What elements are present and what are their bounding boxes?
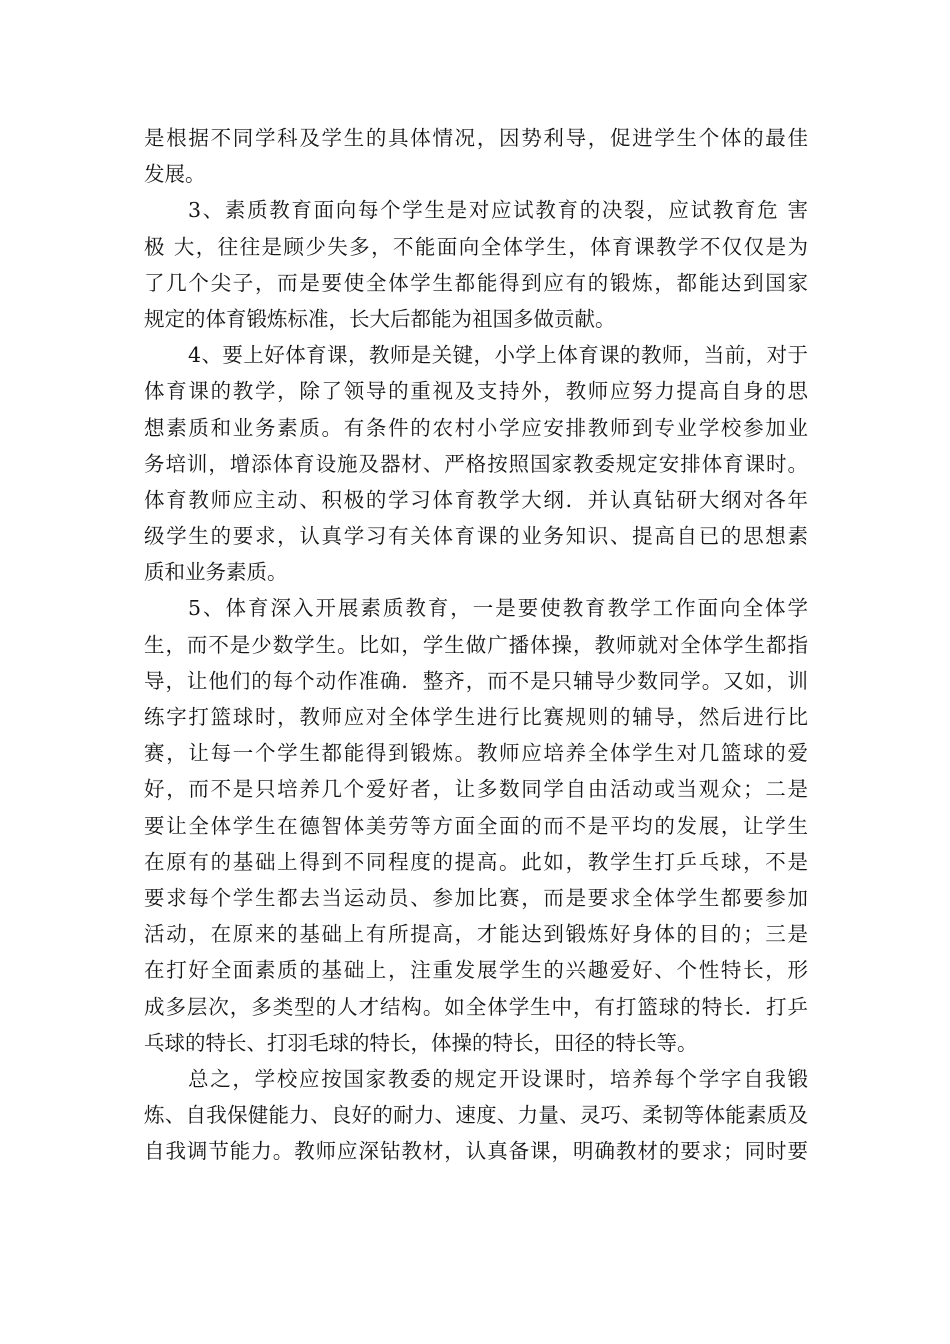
- paragraph-item-5: [144, 590, 808, 1060]
- text-line: 5、体育深入开展素质教育，一是要使教育教学工作面向全体学: [188, 596, 808, 621]
- text-line: 总之，学校应按国家教委的规定开设课时，培养每个学字自我锻: [188, 1066, 808, 1091]
- text-line: 好，而不是只培养几个爱好者，让多数同学自由活动或当观众；二是: [144, 777, 808, 802]
- text-line: 体育教师应主动、积极的学习体育教学大纲．并认真钻研大纲对各年: [144, 487, 808, 512]
- text-line: 极 大，往往是顾少失多，不能面向全体学生，体育课教学不仅仅是为: [144, 234, 808, 259]
- paragraph-item-4: [144, 337, 808, 590]
- text-line: 规定的体育锻炼标准，长大后都能为祖国多做贡献。: [144, 306, 616, 331]
- text-line: 炼、自我保健能力、良好的耐力、速度、力量、灵巧、柔韧等体能素质及: [144, 1103, 808, 1128]
- text-line: 了几个尖子，而是要使全体学生都能得到应有的锻炼，都能达到国家: [144, 270, 808, 295]
- text-line: 3、素质教育面向每个学生是对应试教育的决裂，应试教育危 害: [188, 198, 808, 223]
- text-line: 成多层次，多类型的人才结构。如全体学生中，有打篮球的特长．打乒: [144, 994, 808, 1019]
- text-line: 在打好全面素质的基础上，注重发展学生的兴趣爱好、个性特长，形: [144, 958, 808, 983]
- text-line: 4、要上好体育课，教师是关键，小学上体育课的教师，当前，对于: [188, 343, 808, 368]
- paragraph-item-3: [144, 192, 808, 337]
- text-line: 练字打篮球时，教师应对全体学生进行比赛规则的辅导，然后进行比: [144, 705, 808, 729]
- text-line: 活动，在原来的基础上有所提高，才能达到锻炼好身体的目的；三是: [144, 922, 808, 947]
- text-line: 级学生的要求，认真学习有关体育课的业务知识、提高自已的思想素: [144, 524, 808, 549]
- text-line: 赛，让每一个学生都能得到锻炼。教师应培养全体学生对几篮球的爱: [144, 741, 808, 766]
- document-body: [144, 120, 808, 1169]
- text-line: 自我调节能力。教师应深钻教材，认真备课，明确教材的要求；同时要: [144, 1139, 808, 1164]
- text-line: 乓球的特长、打羽毛球的特长，体操的特长，田径的特长等。: [144, 1030, 698, 1055]
- paragraph-conclusion: [144, 1061, 808, 1170]
- text-line: 在原有的基础上得到不同程度的提高。此如，教学生打乒乓球，不是: [144, 849, 808, 874]
- text-line: 质和业务素质。: [144, 560, 288, 585]
- text-line: 想素质和业务素质。有条件的农村小学应安排教师到专业学校参加业: [144, 415, 808, 440]
- text-line: 体育课的教学，除了领导的重视及支持外，教师应努力提高自身的思: [144, 379, 808, 404]
- paragraph-continuation: [144, 120, 808, 192]
- text-line: 要让全体学生在德智体美劳等方面全面的而不是平均的发展，让学生: [144, 813, 808, 838]
- text-line: 是根据不同学科及学生的具体情况，因势利导，促进学生个体的最佳: [144, 126, 808, 150]
- text-line: 导，让他们的每个动作准确．整齐，而不是只辅导少数同学。又如，训: [144, 668, 808, 693]
- text-line: 要求每个学生都去当运动员、参加比赛，而是要求全体学生都要参加: [144, 885, 808, 910]
- text-line: 发展。: [144, 162, 206, 187]
- text-line: 务培训，增添体育设施及器材、严格按照国家教委规定安排体育课时。: [144, 451, 808, 476]
- text-line: 生，而不是少数学生。比如，学生做广播体操，教师就对全体学生都指: [144, 632, 808, 657]
